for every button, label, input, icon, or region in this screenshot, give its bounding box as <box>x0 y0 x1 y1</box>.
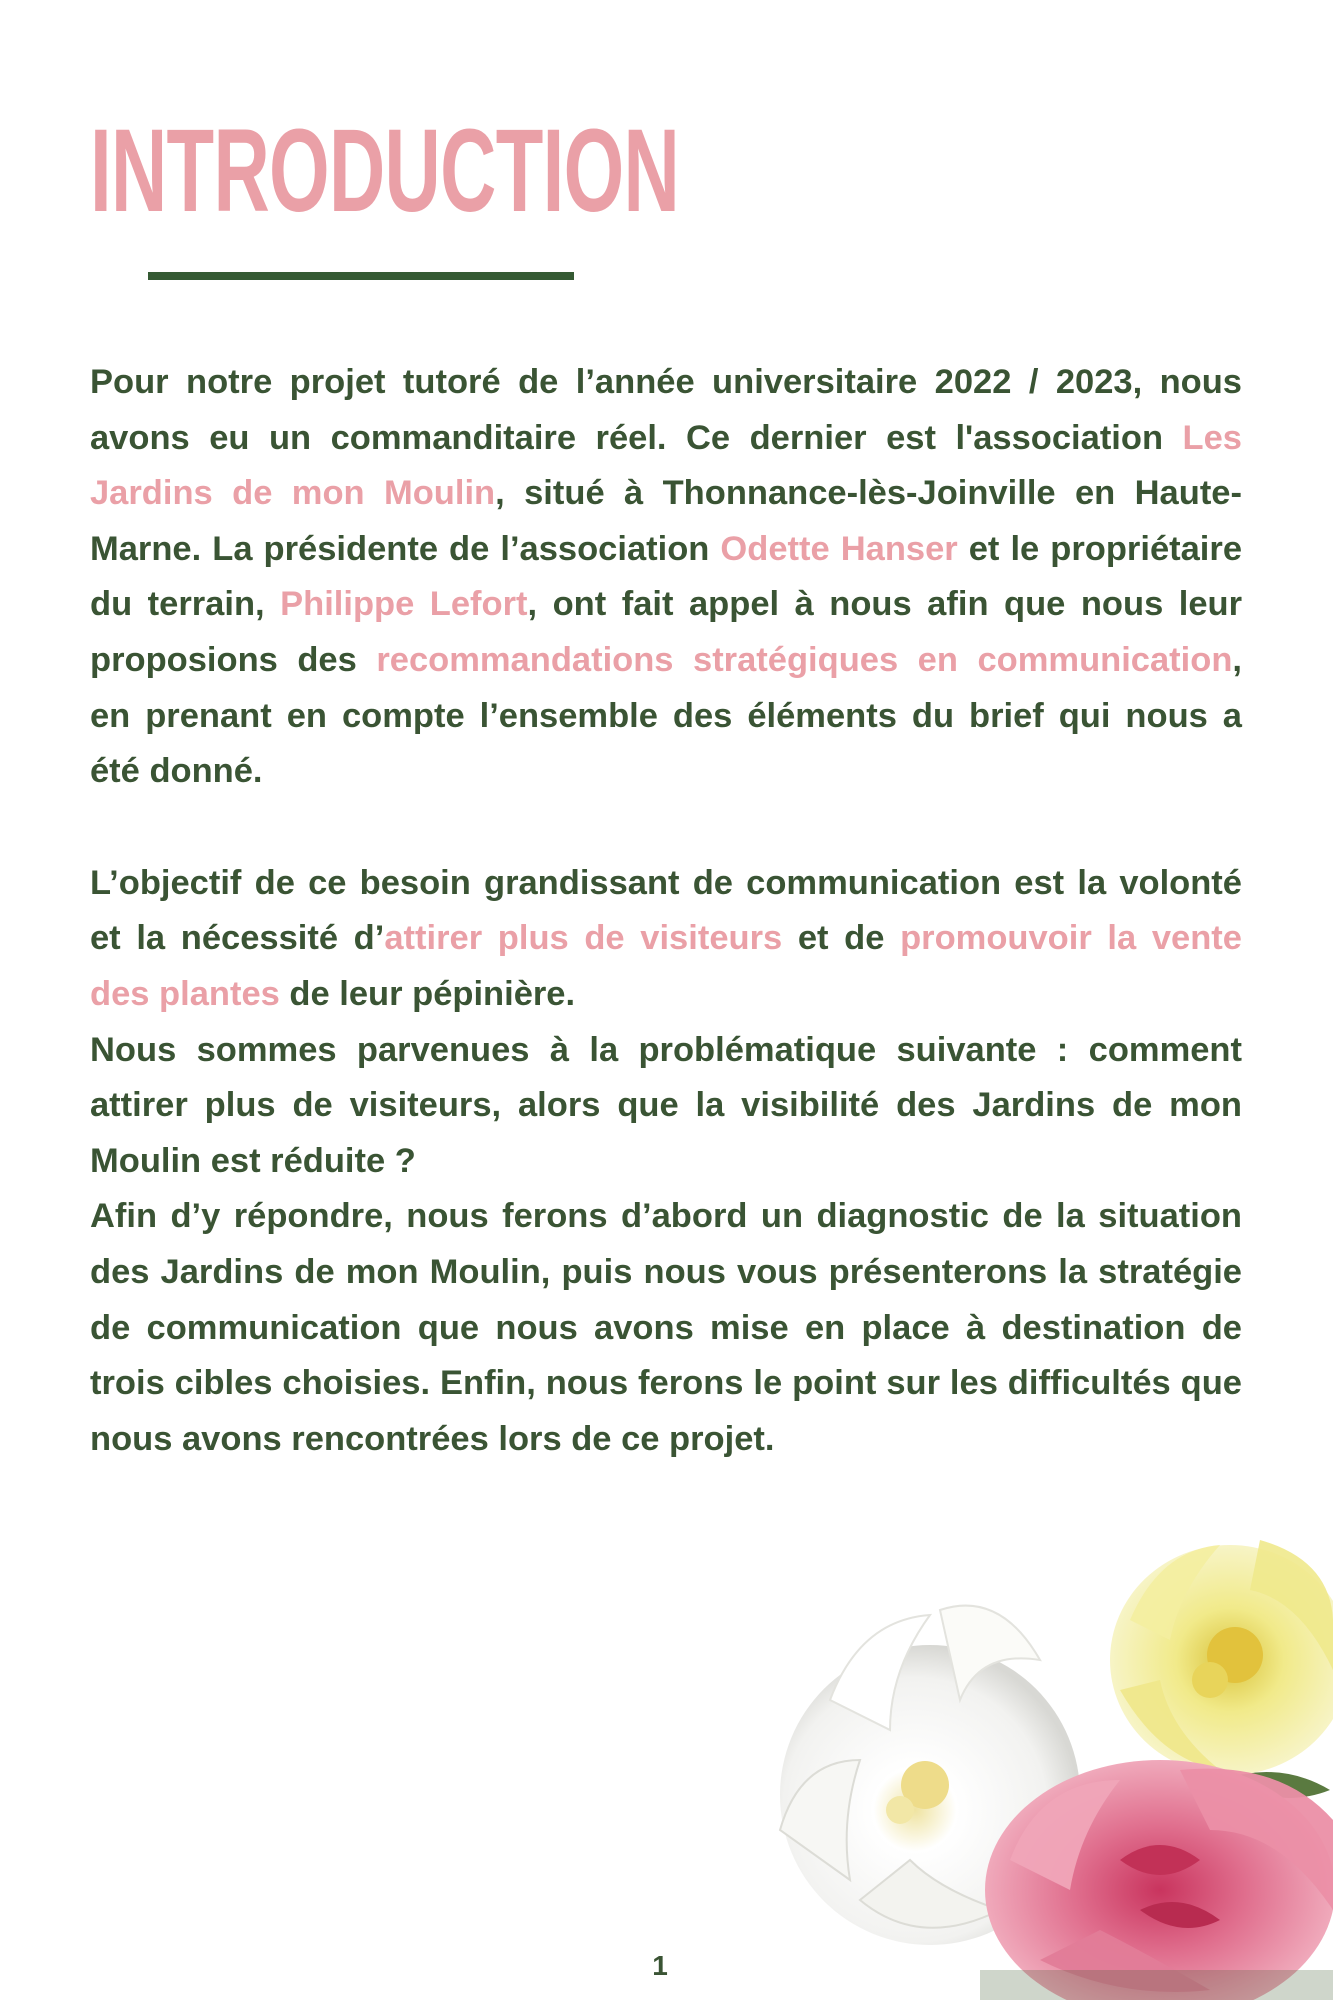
paragraph-problem-statement: Nous sommes parvenues à la problématique suivante : comment attirer plus de visiteurs, alors que la visibilité des Jardins de mon Moulin est réduite ? <box>90 1030 1242 1180</box>
page-number: 1 <box>652 1950 668 1981</box>
paragraph-plan: Afin d’y répondre, nous ferons d’abord un diagnostic de la situation des Jardins de mon Moulin, puis nous vous présenterons la stratégie de communication que nous avons mise en place à destination de trois cibles choisies. Enfin, nous ferons le point sur les difficultés que nous avons rencontrées lors de ce projet. <box>90 1197 1242 1458</box>
page-title: INTRODUCTION <box>90 105 680 237</box>
highlight-association-name: Les Jardins de mon Moulin <box>90 418 1242 513</box>
text-run: Pour notre projet tutoré de l’année universitaire 2022 / 2023, nous avons eu un commanditaire réel. Ce dernier est l'association <box>90 363 1242 457</box>
peony-flowers-image <box>740 1530 1333 2000</box>
body-text <box>90 355 1242 1467</box>
text-run: , en prenant en compte l’ensemble des éléments du brief qui nous a été donné. <box>90 640 1242 791</box>
highlight-promote-sales: promouvoir la vente des plantes <box>90 919 1242 1013</box>
text-run: et de <box>782 919 901 958</box>
text-run: et le propriétaire du terrain, <box>90 529 1243 624</box>
text-run: de leur pépinière. <box>279 974 576 1013</box>
text-run: L’objectif de ce besoin grandissant de communication est la volonté et la nécessité d’ <box>90 863 1242 958</box>
paragraph-objective <box>90 856 1242 1023</box>
text-run: , ont fait appel à nous afin que nous leur proposions des <box>90 585 1243 679</box>
paragraph-intro <box>90 355 1242 800</box>
title-underline <box>148 272 574 280</box>
text-run: , situé à Thonnance-lès-Joinville en Haute-Marne. La présidente de l’association <box>90 474 1242 568</box>
highlight-president-name: Odette Hanser <box>720 529 958 568</box>
highlight-owner-name: Philippe Lefort <box>280 585 528 624</box>
highlight-attract-visitors: attirer plus de visiteurs <box>384 919 783 958</box>
highlight-recommendations: recommandations stratégiques en communication <box>376 640 1233 679</box>
